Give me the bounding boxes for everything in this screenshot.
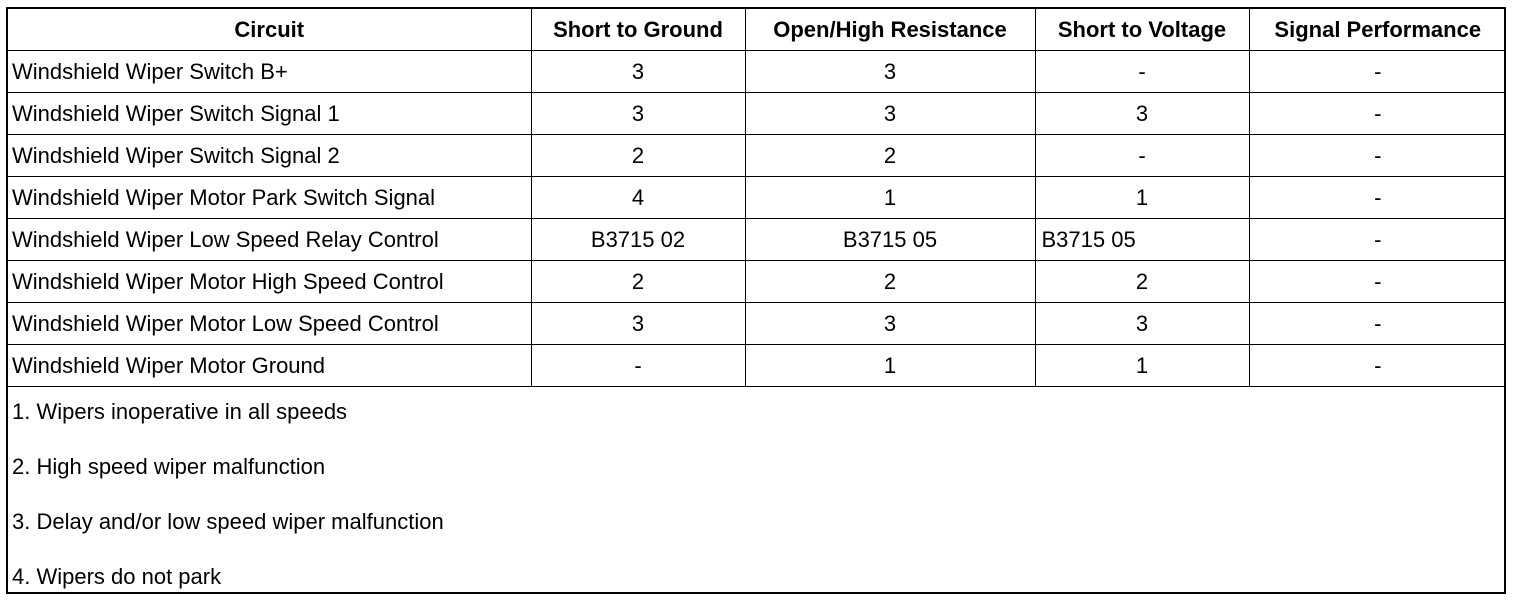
- table-row: [8, 51, 1506, 93]
- header-short-to-ground: Short to Ground: [531, 9, 745, 51]
- table-row: [8, 135, 1506, 177]
- short-to-ground-cell: 2: [531, 135, 745, 177]
- open-high-resistance-cell: 3: [745, 93, 1035, 135]
- signal-performance-cell: -: [1249, 135, 1506, 177]
- table-row: [8, 261, 1506, 303]
- short-to-voltage-cell: 3: [1035, 303, 1249, 345]
- open-high-resistance-cell: 3: [745, 51, 1035, 93]
- circuit-diagnostic-table: [8, 9, 1506, 387]
- short-to-ground-cell: 3: [531, 93, 745, 135]
- open-high-resistance-cell: 3: [745, 303, 1035, 345]
- header-signal-performance: Signal Performance: [1249, 9, 1506, 51]
- short-to-voltage-cell: 3: [1035, 93, 1249, 135]
- table-row: [8, 345, 1506, 387]
- diagnostic-table-frame: [6, 7, 1506, 594]
- circuit-cell: Windshield Wiper Switch Signal 2: [8, 135, 531, 177]
- short-to-voltage-cell: -: [1035, 51, 1249, 93]
- signal-performance-cell: -: [1249, 177, 1506, 219]
- short-to-voltage-cell: 1: [1035, 177, 1249, 219]
- circuit-cell: Windshield Wiper Motor Park Switch Signal: [8, 177, 531, 219]
- short-to-voltage-cell: 1: [1035, 345, 1249, 387]
- short-to-voltage-cell: B3715 05: [1035, 219, 1249, 261]
- short-to-voltage-cell: -: [1035, 135, 1249, 177]
- header-circuit: Circuit: [8, 9, 531, 51]
- signal-performance-cell: -: [1249, 93, 1506, 135]
- footnote-3: 3. Delay and/or low speed wiper malfunction: [12, 509, 444, 534]
- table-row: [8, 177, 1506, 219]
- short-to-ground-cell: B3715 02: [531, 219, 745, 261]
- signal-performance-cell: -: [1249, 219, 1506, 261]
- circuit-cell: Windshield Wiper Switch B+: [8, 51, 531, 93]
- open-high-resistance-cell: 1: [745, 177, 1035, 219]
- circuit-cell: Windshield Wiper Low Speed Relay Control: [8, 219, 531, 261]
- header-short-to-voltage: Short to Voltage: [1035, 9, 1249, 51]
- footnote-2: 2. High speed wiper malfunction: [12, 454, 326, 479]
- signal-performance-cell: -: [1249, 261, 1506, 303]
- header-open-high-resistance: Open/High Resistance: [745, 9, 1035, 51]
- short-to-ground-cell: 2: [531, 261, 745, 303]
- table-row: [8, 303, 1506, 345]
- signal-performance-cell: -: [1249, 303, 1506, 345]
- open-high-resistance-cell: 2: [745, 261, 1035, 303]
- open-high-resistance-cell: 2: [745, 135, 1035, 177]
- footnote-4: 4. Wipers do not park: [12, 564, 222, 589]
- signal-performance-cell: -: [1249, 51, 1506, 93]
- short-to-ground-cell: -: [531, 345, 745, 387]
- table-header-row: [8, 9, 1506, 51]
- footnote-1: 1. Wipers inoperative in all speeds: [12, 399, 348, 424]
- table-row: [8, 219, 1506, 261]
- open-high-resistance-cell: B3715 05: [745, 219, 1035, 261]
- circuit-cell: Windshield Wiper Motor High Speed Control: [8, 261, 531, 303]
- short-to-ground-cell: 4: [531, 177, 745, 219]
- circuit-cell: Windshield Wiper Motor Ground: [8, 345, 531, 387]
- short-to-ground-cell: 3: [531, 51, 745, 93]
- signal-performance-cell: -: [1249, 345, 1506, 387]
- short-to-ground-cell: 3: [531, 303, 745, 345]
- circuit-cell: Windshield Wiper Motor Low Speed Control: [8, 303, 531, 345]
- short-to-voltage-cell: 2: [1035, 261, 1249, 303]
- footnotes: [8, 389, 1504, 609]
- open-high-resistance-cell: 1: [745, 345, 1035, 387]
- circuit-cell: Windshield Wiper Switch Signal 1: [8, 93, 531, 135]
- table-row: [8, 93, 1506, 135]
